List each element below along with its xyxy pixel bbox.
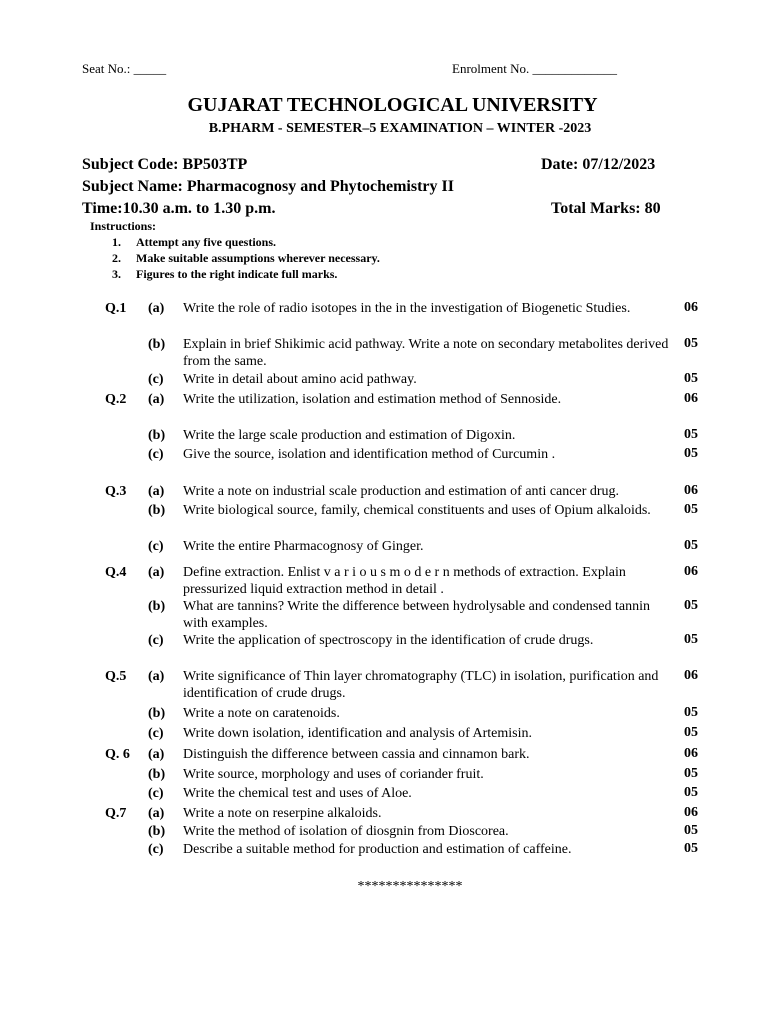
question-part: (a) — [148, 669, 165, 684]
instruction-number: 2. — [112, 251, 121, 265]
enrolment-number-label: Enrolment No. _____________ — [452, 61, 618, 76]
instructions-heading: Instructions: — [90, 219, 157, 233]
question-part: (b) — [148, 337, 166, 352]
question-text: Write a note on reserpine alkaloids. — [183, 806, 382, 821]
question-part: (c) — [148, 539, 164, 554]
question-part: (b) — [148, 767, 166, 782]
question-part: (a) — [148, 301, 165, 316]
question-part: (c) — [148, 633, 164, 648]
question-part: (a) — [148, 484, 165, 499]
question-marks: 05 — [684, 705, 698, 720]
instruction-text: Attempt any five questions. — [136, 235, 276, 249]
question-marks: 05 — [684, 538, 698, 553]
question-part: (a) — [148, 392, 165, 407]
question-number: Q.7 — [105, 806, 127, 821]
total-marks: Total Marks: 80 — [551, 200, 661, 217]
exam-title: B.PHARM - SEMESTER–5 EXAMINATION – WINTER -2023 — [208, 121, 592, 136]
exam-time: Time:10.30 a.m. to 1.30 p.m. — [82, 200, 276, 217]
question-marks: 05 — [684, 632, 698, 647]
question-text: Distinguish the difference between cassia and cinnamon bark. — [183, 747, 530, 762]
question-part: (b) — [148, 599, 166, 614]
question-part: (a) — [148, 806, 165, 821]
question-text: Write the application of spectroscopy in the identification of crude drugs. — [183, 633, 594, 648]
question-marks: 05 — [684, 598, 698, 613]
university-title: GUJARAT TECHNOLOGICAL UNIVERSITY — [187, 94, 598, 116]
question-part: (c) — [148, 447, 164, 462]
instruction-number: 1. — [112, 235, 121, 249]
question-part: (b) — [148, 706, 166, 721]
question-text: Describe a suitable method for production and estimation of caffeine. — [183, 842, 572, 857]
question-text: Explain in brief Shikimic acid pathway. Write a note on secondary metabolites derived from the same. — [183, 337, 669, 369]
question-marks: 05 — [684, 336, 698, 351]
question-number: Q.2 — [105, 392, 127, 407]
question-part: (c) — [148, 726, 164, 741]
question-text: What are tannins? Write the difference between hydrolysable and condensed tannin with examples. — [183, 599, 650, 631]
question-number: Q.4 — [105, 565, 127, 580]
question-marks: 05 — [684, 725, 698, 740]
question-text: Write down isolation, identification and analysis of Artemisin. — [183, 726, 532, 741]
question-marks: 05 — [684, 371, 698, 386]
question-marks: 06 — [684, 668, 698, 683]
question-part: (c) — [148, 372, 164, 387]
question-text: Write a note on caratenoids. — [183, 706, 340, 721]
question-text: Write biological source, family, chemical constituents and uses of Opium alkaloids. — [183, 503, 651, 518]
question-marks: 05 — [684, 841, 698, 856]
question-text: Write a note on industrial scale production and estimation of anti cancer drug. — [183, 484, 620, 499]
question-text: Write the method of isolation of diosgnin from Dioscorea. — [183, 824, 509, 839]
question-number: Q.3 — [105, 484, 127, 499]
question-text: Write significance of Thin layer chromatography (TLC) in isolation, purification and identification of crude drugs. — [183, 669, 659, 701]
question-marks: 06 — [684, 746, 698, 761]
question-text: Write the entire Pharmacognosy of Ginger. — [183, 539, 424, 554]
question-number: Q.1 — [105, 301, 127, 316]
instruction-item — [112, 267, 337, 282]
question-text: Write the large scale production and estimation of Digoxin. — [183, 428, 516, 443]
question-number: Q. 6 — [105, 747, 130, 762]
question-part: (b) — [148, 824, 166, 839]
subject-name: Subject Name: Pharmacognosy and Phytochemistry II — [82, 178, 454, 195]
question-text: Write source, morphology and uses of coriander fruit. — [183, 767, 484, 782]
seat-number-label: Seat No.: _____ — [82, 61, 167, 76]
question-marks: 05 — [684, 823, 698, 838]
end-marker: *************** — [357, 879, 463, 894]
question-number: Q.5 — [105, 669, 127, 684]
question-text: Write in detail about amino acid pathway. — [183, 372, 417, 387]
question-marks: 06 — [684, 300, 698, 315]
question-marks: 06 — [684, 805, 698, 820]
instruction-number: 3. — [112, 267, 121, 281]
question-marks: 05 — [684, 766, 698, 781]
question-text: Write the role of radio isotopes in the in the investigation of Biogenetic Studies. — [183, 301, 631, 316]
question-marks: 06 — [684, 483, 698, 498]
question-text: Write the chemical test and uses of Aloe. — [183, 786, 412, 801]
question-marks: 05 — [684, 502, 698, 517]
question-marks: 06 — [684, 391, 698, 406]
question-marks: 05 — [684, 427, 698, 442]
instruction-text: Figures to the right indicate full marks. — [136, 267, 338, 281]
instruction-item — [112, 235, 276, 250]
instruction-item — [112, 251, 380, 266]
question-part: (b) — [148, 428, 166, 443]
question-part: (c) — [148, 842, 164, 857]
question-text: Define extraction. Enlist v a r i o u s m o d e r n methods of extraction. Explain pressurized liquid extraction method in detail . — [183, 565, 626, 597]
question-part: (c) — [148, 786, 164, 801]
question-part: (a) — [148, 565, 165, 580]
instruction-text: Make suitable assumptions wherever necessary. — [136, 251, 380, 265]
question-marks: 06 — [684, 564, 698, 579]
question-text: Give the source, isolation and identification method of Curcumin . — [183, 447, 556, 462]
subject-code: Subject Code: BP503TP — [82, 156, 248, 173]
question-marks: 05 — [684, 785, 698, 800]
question-part: (a) — [148, 747, 165, 762]
exam-date: Date: 07/12/2023 — [541, 156, 656, 173]
question-text: Write the utilization, isolation and estimation method of Sennoside. — [183, 392, 562, 407]
question-marks: 05 — [684, 446, 698, 461]
question-part: (b) — [148, 503, 166, 518]
